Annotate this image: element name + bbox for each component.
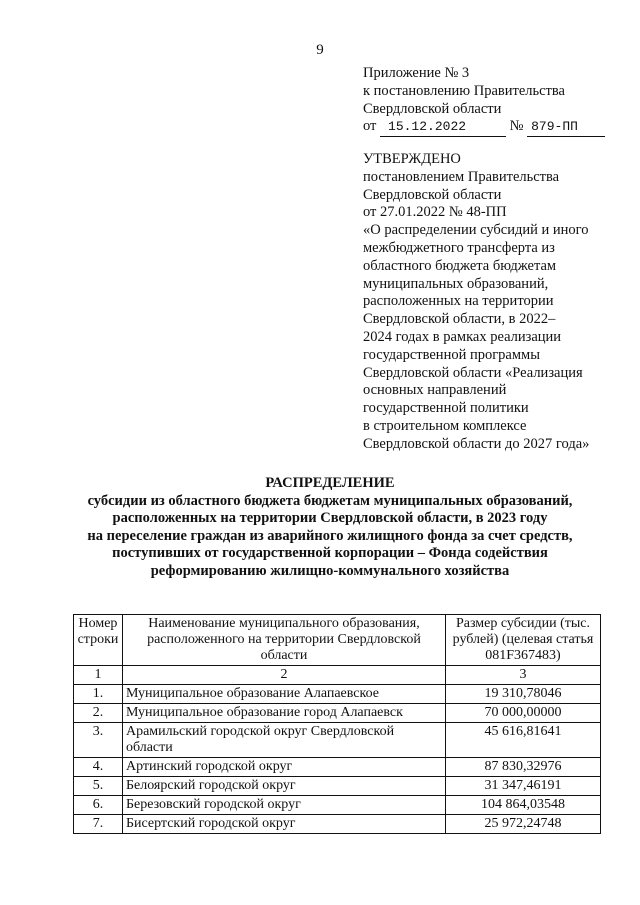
approved-line: основных направлений xyxy=(363,382,507,399)
distribution-table xyxy=(73,614,601,834)
decree-number: 879-ПП xyxy=(527,118,605,137)
decree-date: 15.12.2022 xyxy=(380,118,506,137)
approved-line: в строительном комплексе xyxy=(363,417,527,434)
row-number: 4. xyxy=(74,758,123,777)
appendix-title: Приложение № 3 xyxy=(363,65,470,81)
row-number: 7. xyxy=(74,815,123,834)
subsidy-amount: 31 347,46191 xyxy=(445,777,600,796)
header-municipality: Наименование муниципального образования, расположенного на территории Свердловской области xyxy=(122,615,445,666)
title-line: на переселение граждан из аварийного жилищного фонда за счет средств, xyxy=(87,527,573,544)
row-number: 6. xyxy=(74,796,123,815)
subsidy-amount: 104 864,03548 xyxy=(445,796,600,815)
municipality-name: Артинский городской округ xyxy=(122,758,445,777)
approved-line: государственной программы xyxy=(363,346,540,363)
appendix-date-line xyxy=(363,118,623,137)
appendix-line: к постановлению Правительства xyxy=(363,82,565,99)
municipality-name: Муниципальное образование город Алапаевск xyxy=(122,704,445,723)
approved-line: Свердловской области «Реализация xyxy=(363,364,583,381)
appendix-block xyxy=(363,65,623,137)
row-number: 1. xyxy=(74,685,123,704)
table-row xyxy=(74,704,601,723)
table-row xyxy=(74,758,601,777)
municipality-name: Бисертский городской округ xyxy=(122,815,445,834)
table-row xyxy=(74,777,601,796)
document-title xyxy=(60,475,600,581)
appendix-line: Свердловской области xyxy=(363,100,502,117)
approved-line: 2024 годах в рамках реализации xyxy=(363,328,562,345)
title-line: поступивших от государственной корпорации – Фонда содействия xyxy=(112,545,548,562)
approved-line: Свердловской области, в 2022– xyxy=(363,311,556,328)
approved-line: Свердловской области до 2027 года» xyxy=(363,435,590,452)
number-prefix: № xyxy=(509,118,524,135)
subsidy-amount: 25 972,24748 xyxy=(445,815,600,834)
approved-line: «О распределении субсидий и иного xyxy=(363,222,589,239)
row-number: 5. xyxy=(74,777,123,796)
column-number-row xyxy=(74,666,601,685)
column-number: 1 xyxy=(74,666,123,685)
title-heading: РАСПРЕДЕЛЕНИЕ xyxy=(265,475,395,491)
header-subsidy-amount: Размер субсидии (тыс. рублей) (целевая статья 081F367483) xyxy=(445,615,600,666)
municipality-name: Муниципальное образование Алапаевское xyxy=(122,685,445,704)
title-line: расположенных на территории Свердловской области, в 2023 году xyxy=(112,510,548,527)
column-number: 3 xyxy=(445,666,600,685)
row-number: 3. xyxy=(74,723,123,758)
subsidy-amount: 70 000,00000 xyxy=(445,704,600,723)
approved-line: Свердловской области xyxy=(363,186,502,203)
table-header-row xyxy=(74,615,601,666)
municipality-name: Березовский городской округ xyxy=(122,796,445,815)
approved-line: государственной политики xyxy=(363,400,529,417)
subsidy-amount: 87 830,32976 xyxy=(445,758,600,777)
municipality-name: Белоярский городской округ xyxy=(122,777,445,796)
row-number: 2. xyxy=(74,704,123,723)
table-row xyxy=(74,685,601,704)
header-row-number: Номер строки xyxy=(74,615,123,666)
approved-line: областного бюджета бюджетам xyxy=(363,257,557,274)
approved-line: от 27.01.2022 № 48-ПП xyxy=(363,204,507,221)
municipality-name: Арамильский городской округ Свердловской области xyxy=(122,723,445,758)
title-line: реформированию жилищно-коммунального хозяйства xyxy=(150,562,510,579)
approved-line: расположенных на территории xyxy=(363,293,554,310)
page-number: 9 xyxy=(316,42,324,58)
approved-line: постановлением Правительства xyxy=(363,168,560,185)
date-prefix: от xyxy=(363,118,377,135)
approved-heading: УТВЕРЖДЕНО xyxy=(363,151,461,167)
approved-line: муниципальных образований, xyxy=(363,275,549,292)
approved-line: межбюджетного трансферта из xyxy=(363,239,555,256)
column-number: 2 xyxy=(122,666,445,685)
subsidy-amount: 19 310,78046 xyxy=(445,685,600,704)
table-row xyxy=(74,796,601,815)
subsidy-amount: 45 616,81641 xyxy=(445,723,600,758)
table-row xyxy=(74,815,601,834)
approved-block xyxy=(363,151,628,454)
title-line: субсидии из областного бюджета бюджетам муниципальных образований, xyxy=(87,492,573,509)
table-row xyxy=(74,723,601,758)
